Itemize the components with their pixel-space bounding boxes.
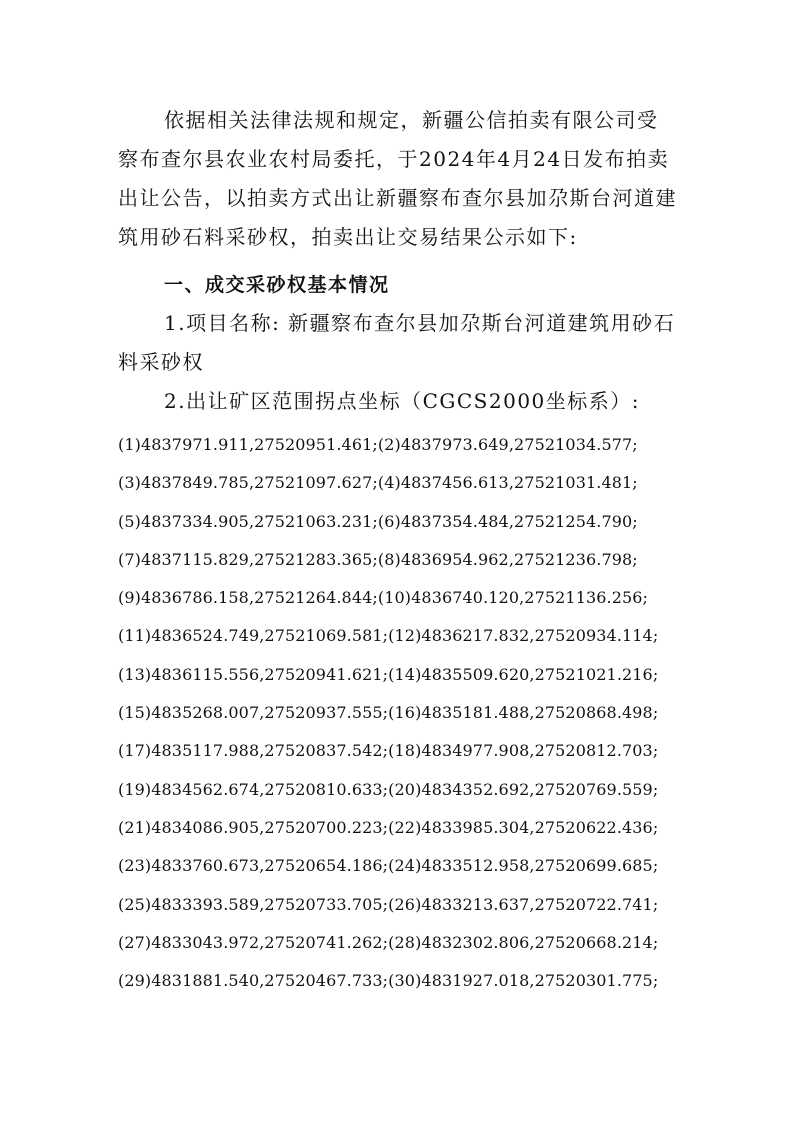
coordinate-line: (13)4836115.556,27520941.621;(14)4835509.620,27521021.216; xyxy=(118,664,659,684)
coordinate-line: (17)4835117.988,27520837.542;(18)4834977.908,27520812.703; xyxy=(118,741,659,761)
coordinate-line: (19)4834562.674,27520810.633;(20)4834352.692,27520769.559; xyxy=(118,779,659,799)
project-name-item: 1.项目名称: 新疆察布查尔县加尕斯台河道建筑用砂石料采砂权 xyxy=(118,311,676,374)
coordinate-line: (15)4835268.007,27520937.555;(16)4835181.488,27520868.498; xyxy=(118,703,659,723)
coordinate-line: (3)4837849.785,27521097.627;(4)4837456.613,27521031.481; xyxy=(118,473,638,493)
coordinate-line: (23)4833760.673,27520654.186;(24)4833512.958,27520699.685; xyxy=(118,856,659,876)
coordinate-line: (25)4833393.589,27520733.705;(26)4833213.637,27520722.741; xyxy=(118,894,659,914)
coordinate-list xyxy=(118,426,678,1000)
coordinate-line: (29)4831881.540,27520467.733;(30)4831927.018,27520301.775; xyxy=(118,971,659,991)
section-heading: 一、成交采砂权基本情况 xyxy=(164,274,390,296)
coordinate-line: (9)4836786.158,27521264.844;(10)4836740.120,27521136.256; xyxy=(118,588,649,608)
coordinate-line: (11)4836524.749,27521069.581;(12)4836217.832,27520934.114; xyxy=(118,626,659,646)
intro-paragraph: 依据相关法律法规和规定，新疆公信拍卖有限公司受察布查尔县农业农村局委托，于2024年4月24日发布拍卖出让公告，以拍卖方式出让新疆察布查尔县加尕斯台河道建筑用砂石料采砂权，拍卖出让交易结果公示如下: xyxy=(118,108,677,249)
coordinate-line: (1)4837971.911,27520951.461;(2)4837973.649,27521034.577; xyxy=(118,435,638,454)
coordinates-heading-item: 2.出让矿区范围拐点坐标（CGCS2000坐标系）: xyxy=(164,389,641,413)
coordinate-line: (7)4837115.829,27521283.365;(8)4836954.962,27521236.798; xyxy=(118,549,638,569)
coordinate-line: (5)4837334.905,27521063.231;(6)4837354.484,27521254.790; xyxy=(118,511,638,531)
coordinate-line: (27)4833043.972,27520741.262;(28)4832302.806,27520668.214; xyxy=(118,932,659,952)
coordinate-line: (21)4834086.905,27520700.223;(22)4833985.304,27520622.436; xyxy=(118,817,659,837)
